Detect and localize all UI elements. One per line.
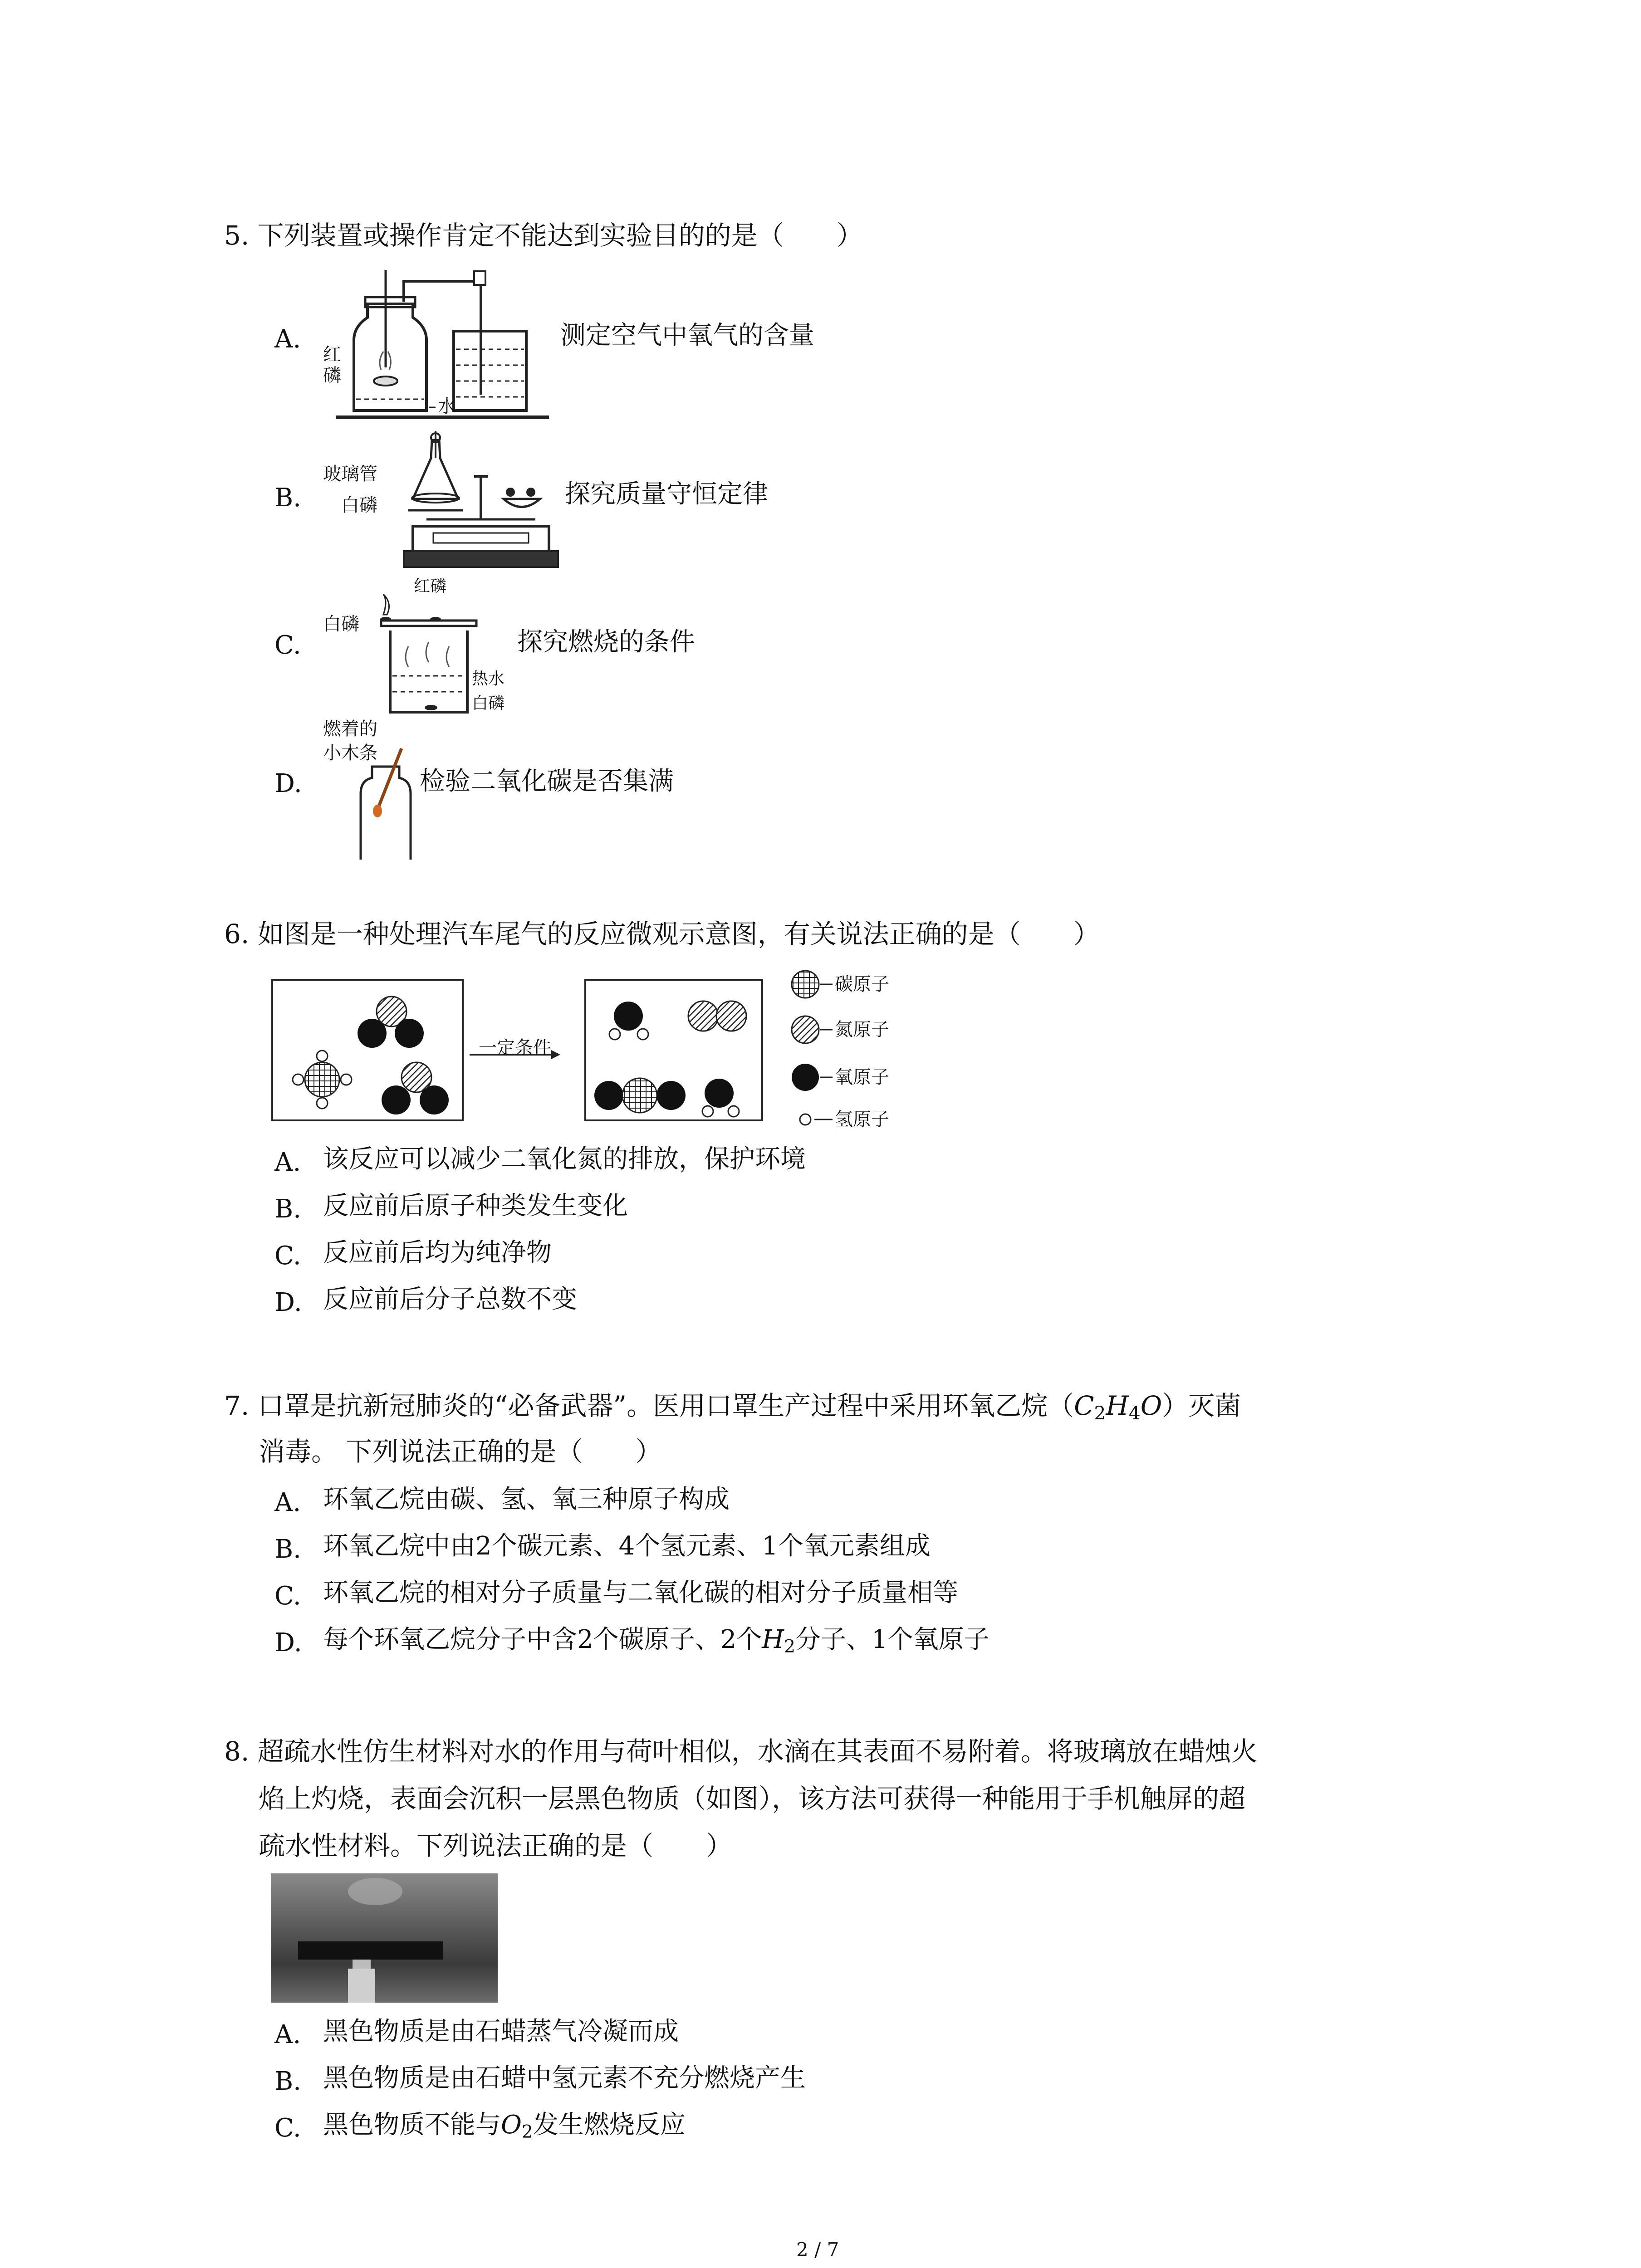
q8-option-b-letter: B.	[274, 2067, 301, 2096]
q5-option-c-text: 探究燃烧的条件	[517, 627, 695, 657]
q8-option-c-text	[323, 2110, 686, 2142]
q7-option-d-text-b: 分子、1个氧原子	[795, 1625, 989, 1654]
q5-c-label-white-phosphorus-bottom: 白磷	[472, 694, 505, 713]
q8-option-c-text-a: 黑色物质不能与	[323, 2110, 501, 2140]
q5-c-label-red-phosphorus: 红磷	[414, 577, 447, 596]
q7-formula-o: O	[1140, 1390, 1162, 1421]
q5-a-label-red: 红	[323, 344, 341, 365]
q6-option-c-text: 反应前后均为纯净物	[323, 1238, 552, 1267]
q7-formula-c-count: 2	[1094, 1402, 1106, 1424]
q6-option-b-letter: B.	[274, 1194, 301, 1224]
q5-option-a-letter: A.	[274, 324, 301, 354]
q8-stem-line3: 疏水性材料。下列说法正确的是（ ）	[259, 1830, 733, 1861]
q5-b-balance-figure	[399, 431, 563, 581]
q8-option-c-text-b: 发生燃烧反应	[533, 2110, 686, 2140]
q5-stem: 5. 下列装置或操作肯定不能达到实验目的的是（ ）	[224, 220, 863, 251]
q7-formula-c: C	[1074, 1390, 1094, 1421]
q5-option-d-text: 检验二氧化碳是否集满	[420, 767, 674, 796]
q6-option-d-letter: D.	[274, 1288, 302, 1317]
q7-option-d-h2: H	[762, 1625, 784, 1654]
q7-formula-h-count: 4	[1128, 1402, 1141, 1424]
q6-option-a-letter: A.	[274, 1148, 301, 1177]
q6-stem: 6. 如图是一种处理汽车尾气的反应微观示意图，有关说法正确的是（ ）	[224, 919, 1100, 949]
q8-option-a-text: 黑色物质是由石蜡蒸气冷凝而成	[323, 2017, 679, 2046]
q8-option-a-letter: A.	[274, 2020, 301, 2049]
q7-option-c-letter: C.	[274, 1581, 301, 1611]
q5-a-label-phosphorus: 磷	[323, 365, 341, 386]
q7-formula-h: H	[1106, 1390, 1129, 1421]
q5-b-label-glass-tube: 玻璃管	[323, 464, 377, 484]
q7-option-b-letter: B.	[274, 1535, 301, 1564]
q7-stem-line2: 消毒。 下列说法正确的是（ ）	[259, 1436, 662, 1467]
q7-option-c-text: 环氧乙烷的相对分子质量与二氧化碳的相对分子质量相等	[323, 1578, 958, 1608]
q8-stem-line2: 焰上灼烧，表面会沉积一层黑色物质（如图），该方法可获得一种能用于手机触屏的超	[259, 1783, 1246, 1814]
q7-option-a-text: 环氧乙烷由碳、氢、氧三种原子构成	[323, 1485, 730, 1514]
q8-stem-line1: 8. 超疏水性仿生材料对水的作用与荷叶相似，水滴在其表面不易附着。将玻璃放在蜡烛火	[224, 1736, 1258, 1767]
q6-option-b-text: 反应前后原子种类发生变化	[323, 1191, 628, 1221]
q5-b-label-white-phosphorus: 白磷	[341, 495, 377, 516]
q7-stem-line1	[224, 1390, 1241, 1424]
q6-option-c-letter: C.	[274, 1241, 301, 1271]
q6-legend-hydrogen: 氢原子	[835, 1109, 889, 1130]
q5-d-label-wooden-stick: 小木条	[323, 743, 377, 763]
q6-option-a-text: 该反应可以减少二氧化氮的排放，保护环境	[323, 1144, 806, 1174]
q5-a-label-water: 水	[438, 396, 456, 417]
q8-option-c-o2: O	[501, 2110, 522, 2140]
q6-option-d-text: 反应前后分子总数不变	[323, 1285, 577, 1314]
q8-option-c-letter: C.	[274, 2113, 301, 2143]
q8-option-c-o2-count: 2	[521, 2121, 533, 2142]
q5-option-c-letter: C.	[274, 631, 301, 660]
q6-legend-carbon: 碳原子	[835, 974, 889, 995]
q7-option-b-text: 环氧乙烷中由2个碳元素、4个氢元素、1个氧元素组成	[323, 1531, 931, 1561]
q5-d-label-burning: 燃着的	[323, 719, 377, 739]
q7-option-d-h2-count: 2	[784, 1636, 796, 1657]
q5-c-label-white-phosphorus-top: 白磷	[323, 614, 359, 635]
q7-stem-text-a: 7. 口罩是抗新冠肺炎的“必备武器”。医用口罩生产过程中采用环氧乙烷（	[224, 1390, 1074, 1421]
q5-option-b-letter: B.	[274, 483, 301, 513]
q6-legend-oxygen: 氧原子	[835, 1067, 889, 1088]
q6-legend-nitrogen: 氮原子	[835, 1019, 889, 1040]
q8-photo-detail	[271, 1873, 498, 2003]
q7-option-d-letter: D.	[274, 1628, 302, 1657]
page-number: 2 / 7	[796, 2239, 839, 2261]
q7-stem-text-b: ）灭菌	[1162, 1390, 1241, 1421]
q8-option-b-text: 黑色物质是由石蜡中氢元素不充分燃烧产生	[323, 2063, 806, 2093]
q5-option-d-letter: D.	[274, 769, 302, 798]
q7-option-a-letter: A.	[274, 1488, 301, 1517]
q5-c-label-hot-water: 热水	[472, 670, 505, 688]
q6-reaction-diagram	[270, 966, 932, 1134]
q5-option-a-text: 测定空气中氧气的含量	[560, 321, 814, 350]
q6-condition-label: 一定条件	[479, 1037, 551, 1058]
q7-option-d-text	[323, 1625, 989, 1657]
q7-option-d-text-a: 每个环氧乙烷分子中含2个碳原子、2个	[323, 1625, 762, 1654]
q5-d-gas-bottle-figure	[349, 748, 422, 860]
q8-candle-glass-photo	[271, 1873, 498, 2003]
q5-option-b-text: 探究质量守恒定律	[565, 479, 768, 509]
